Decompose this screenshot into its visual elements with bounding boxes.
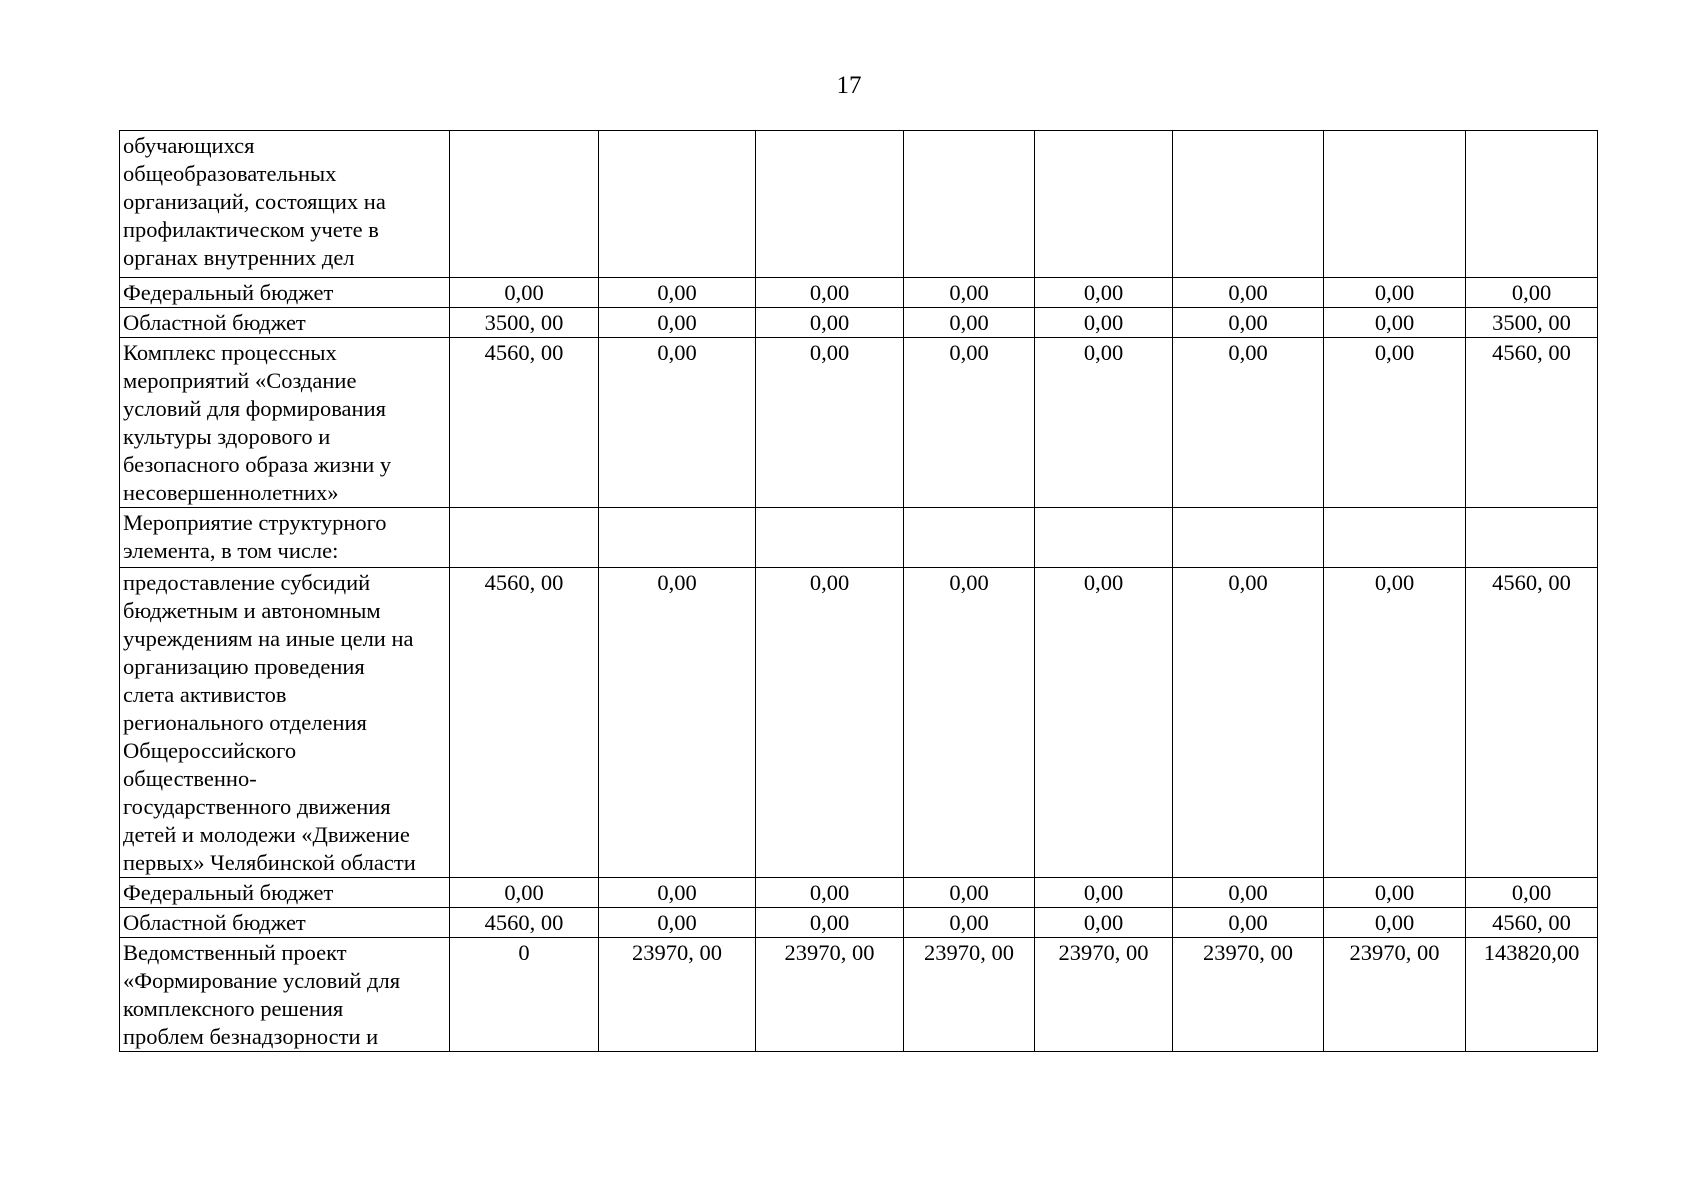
value-cell: 0,00: [756, 568, 904, 878]
value-cell: 0,00: [599, 338, 756, 508]
value-cell: 23970, 00: [1035, 938, 1173, 1052]
budget-table: [119, 130, 1598, 1052]
value-cell: 0,00: [450, 278, 599, 308]
value-cell: 0,00: [756, 308, 904, 338]
row-label-cell: Федеральный бюджет: [120, 878, 450, 908]
row-label-cell: Ведомственный проект «Формирование условий для комплексного решения проблем безнадзорности и: [120, 938, 450, 1052]
value-cell: 0,00: [756, 878, 904, 908]
row-label-cell: Областной бюджет: [120, 308, 450, 338]
value-cell: 0,00: [1035, 878, 1173, 908]
value-cell: [904, 508, 1035, 568]
value-cell: 0,00: [1324, 878, 1466, 908]
value-cell: 0,00: [599, 568, 756, 878]
value-cell: 23970, 00: [756, 938, 904, 1052]
row-label-cell: предоставление субсидий бюджетным и автономным учреждениям на иные цели на организацию проведения слета активистов регионального отделения Общероссийского общественно- государственного движения детей и молодежи «Движение первых» Челябинской области: [120, 568, 450, 878]
table-row: [120, 908, 1598, 938]
value-cell: 0,00: [450, 878, 599, 908]
value-cell: 0,00: [904, 308, 1035, 338]
row-label-cell: обучающихся общеобразовательных организаций, состоящих на профилактическом учете в органах внутренних дел: [120, 131, 450, 278]
value-cell: [756, 131, 904, 278]
value-cell: 0,00: [1173, 308, 1324, 338]
value-cell: 4560, 00: [450, 568, 599, 878]
value-cell: 0,00: [1324, 308, 1466, 338]
value-cell: 3500, 00: [450, 308, 599, 338]
value-cell: 0,00: [904, 568, 1035, 878]
value-cell: 143820,00: [1466, 938, 1598, 1052]
table-row: [120, 568, 1598, 878]
value-cell: 0,00: [1324, 278, 1466, 308]
value-cell: 0,00: [1035, 308, 1173, 338]
value-cell: [1173, 131, 1324, 278]
value-cell: 0,00: [1173, 878, 1324, 908]
value-cell: 0,00: [599, 308, 756, 338]
value-cell: 0,00: [1035, 908, 1173, 938]
table-row: [120, 878, 1598, 908]
value-cell: 0,00: [1324, 338, 1466, 508]
value-cell: [1324, 508, 1466, 568]
value-cell: 0,00: [904, 878, 1035, 908]
value-cell: 0,00: [756, 278, 904, 308]
value-cell: [1466, 508, 1598, 568]
value-cell: [904, 131, 1035, 278]
value-cell: 0,00: [1035, 338, 1173, 508]
table-row: [120, 131, 1598, 278]
value-cell: 4560, 00: [450, 338, 599, 508]
row-label-cell: Федеральный бюджет: [120, 278, 450, 308]
value-cell: [756, 508, 904, 568]
value-cell: 0,00: [599, 278, 756, 308]
table-row: [120, 508, 1598, 568]
value-cell: [1035, 131, 1173, 278]
row-label-cell: Областной бюджет: [120, 908, 450, 938]
value-cell: [599, 131, 756, 278]
value-cell: 0,00: [1324, 568, 1466, 878]
value-cell: [1466, 131, 1598, 278]
table-row: [120, 338, 1598, 508]
value-cell: [599, 508, 756, 568]
value-cell: 0,00: [599, 908, 756, 938]
row-label-cell: Мероприятие структурного элемента, в том числе:: [120, 508, 450, 568]
value-cell: 4560, 00: [1466, 908, 1598, 938]
value-cell: 23970, 00: [599, 938, 756, 1052]
value-cell: 0,00: [1466, 878, 1598, 908]
row-label-cell: Комплекс процессных мероприятий «Создание условий для формирования культуры здорового и безопасного образа жизни у несовершеннолетних»: [120, 338, 450, 508]
value-cell: 0,00: [904, 278, 1035, 308]
value-cell: 0,00: [1035, 568, 1173, 878]
value-cell: 0,00: [1173, 278, 1324, 308]
value-cell: 4560, 00: [1466, 338, 1598, 508]
value-cell: 0: [450, 938, 599, 1052]
value-cell: 0,00: [904, 908, 1035, 938]
value-cell: 23970, 00: [1173, 938, 1324, 1052]
page-number: 17: [836, 72, 862, 99]
table-row: [120, 308, 1598, 338]
value-cell: 0,00: [1035, 278, 1173, 308]
value-cell: 4560, 00: [450, 908, 599, 938]
value-cell: 0,00: [1173, 338, 1324, 508]
value-cell: 23970, 00: [904, 938, 1035, 1052]
value-cell: 0,00: [599, 878, 756, 908]
value-cell: 3500, 00: [1466, 308, 1598, 338]
value-cell: 0,00: [1466, 278, 1598, 308]
value-cell: 0,00: [1324, 908, 1466, 938]
value-cell: 0,00: [756, 908, 904, 938]
table-row: [120, 938, 1598, 1052]
value-cell: [450, 508, 599, 568]
value-cell: [450, 131, 599, 278]
value-cell: 0,00: [1173, 908, 1324, 938]
value-cell: 0,00: [1173, 568, 1324, 878]
table-row: [120, 278, 1598, 308]
value-cell: 0,00: [756, 338, 904, 508]
value-cell: [1035, 508, 1173, 568]
value-cell: 23970, 00: [1324, 938, 1466, 1052]
value-cell: 4560, 00: [1466, 568, 1598, 878]
value-cell: [1324, 131, 1466, 278]
value-cell: 0,00: [904, 338, 1035, 508]
value-cell: [1173, 508, 1324, 568]
